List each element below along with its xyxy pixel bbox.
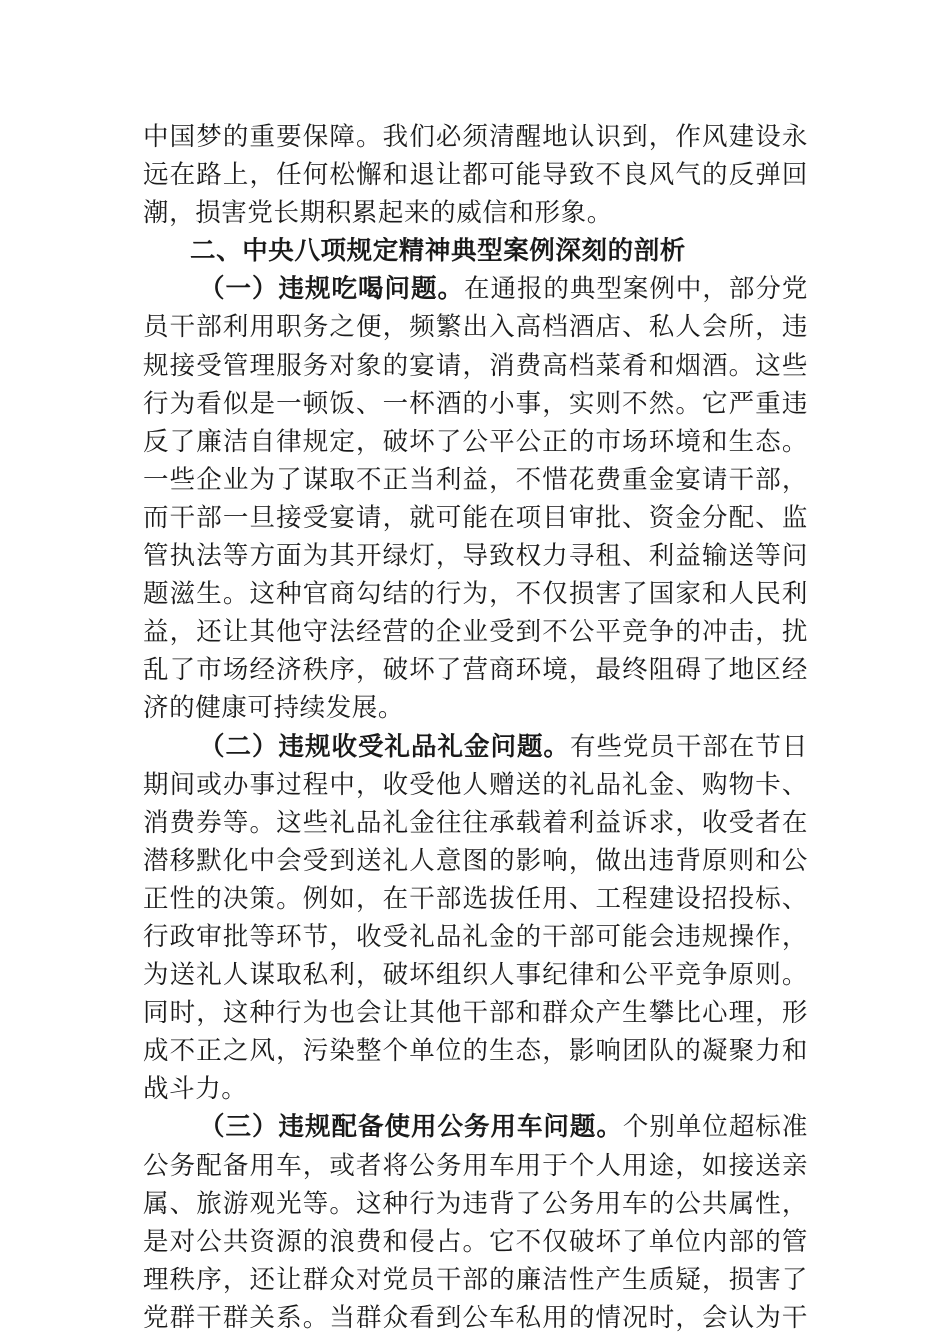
- section-heading: 二、中央八项规定精神典型案例深刻的剖析: [190, 236, 686, 267]
- paragraph-line: 乱了市场经济秩序，破坏了营商环境，最终阻碍了地区经: [143, 655, 808, 686]
- subsection-title: （一）违规吃喝问题。: [199, 274, 464, 305]
- paragraph-line: 一些企业为了谋取不正当利益，不惜花费重金宴请干部，: [143, 464, 808, 495]
- paragraph-line: 题滋生。这种官商勾结的行为，不仅损害了国家和人民利: [143, 579, 808, 610]
- paragraph-line: 益，还让其他守法经营的企业受到不公平竞争的冲击，扰: [143, 617, 808, 648]
- paragraph-line: 正性的决策。例如，在干部选拔任用、工程建设招投标、: [143, 883, 808, 914]
- subsection-first-line: [143, 270, 808, 308]
- paragraph-line: 消费券等。这些礼品礼金往往承载着利益诉求，收受者在: [143, 807, 808, 838]
- paragraph-line: 规接受管理服务对象的宴请，消费高档菜肴和烟酒。这些: [143, 350, 808, 381]
- paragraph-line: 行为看似是一顿饭、一杯酒的小事，实则不然。它严重违: [143, 388, 808, 419]
- subsection-title: （三）违规配备使用公务用车问题。: [199, 1112, 623, 1143]
- subsection-first-line: [143, 1108, 808, 1146]
- paragraph-line: 济的健康可持续发展。: [143, 693, 405, 724]
- paragraph-line: 属、旅游观光等。这种行为违背了公务用车的公共属性，: [143, 1188, 808, 1219]
- paragraph-line: 党群干群关系。当群众看到公车私用的情况时，会认为干: [143, 1302, 808, 1333]
- paragraph-line: 中国梦的重要保障。我们必须清醒地认识到，作风建设永: [143, 122, 808, 152]
- subsection-first-line-text: 个别单位超标准: [622, 1112, 808, 1143]
- subsection-first-line-text: 有些党员干部在节日: [569, 731, 808, 762]
- paragraph-line: 为送礼人谋取私利，破坏组织人事纪律和公平竞争原则。: [143, 960, 808, 991]
- paragraph-line: 潮，损害党长期积累起来的威信和形象。: [143, 198, 613, 229]
- subsection-first-line-text: 在通报的典型案例中，部分党: [463, 274, 808, 305]
- paragraph-line: 行政审批等环节，收受礼品礼金的干部可能会违规操作，: [143, 921, 808, 952]
- document-body: [143, 118, 808, 1337]
- paragraph-line: 期间或办事过程中，收受他人赠送的礼品礼金、购物卡、: [143, 769, 808, 800]
- paragraph-line: 同时，这种行为也会让其他干部和群众产生攀比心理，形: [143, 998, 808, 1029]
- paragraph-line: 战斗力。: [143, 1074, 248, 1105]
- paragraph-line: 理秩序，还让群众对党员干部的廉洁性产生质疑，损害了: [143, 1264, 808, 1295]
- paragraph-line: 管执法等方面为其开绿灯，导致权力寻租、利益输送等问: [143, 541, 808, 572]
- paragraph-line: 反了廉洁自律规定，破坏了公平公正的市场环境和生态。: [143, 426, 808, 457]
- paragraph-line: 远在路上，任何松懈和退让都可能导致不良风气的反弹回: [143, 160, 808, 191]
- paragraph-line: 成不正之风，污染整个单位的生态，影响团队的凝聚力和: [143, 1036, 808, 1067]
- paragraph-line: 是对公共资源的浪费和侵占。它不仅破坏了单位内部的管: [143, 1226, 808, 1257]
- subsection-title: （二）违规收受礼品礼金问题。: [199, 731, 570, 762]
- paragraph-line: 员干部利用职务之便，频繁出入高档酒店、私人会所，违: [143, 312, 808, 343]
- subsection-first-line: [143, 728, 808, 766]
- paragraph-line: 而干部一旦接受宴请，就可能在项目审批、资金分配、监: [143, 502, 808, 533]
- paragraph-line: 公务配备用车，或者将公务用车用于个人用途，如接送亲: [143, 1150, 808, 1181]
- paragraph-line: 潜移默化中会受到送礼人意图的影响，做出违背原则和公: [143, 845, 808, 876]
